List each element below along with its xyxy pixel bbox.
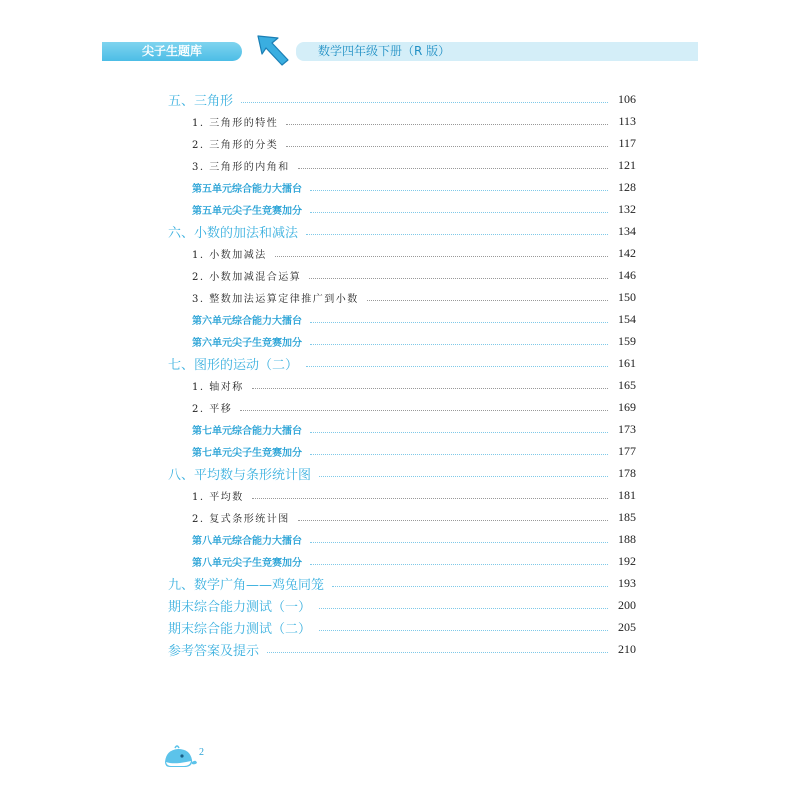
- toc-entry-section: [168, 484, 636, 506]
- toc-entry-page: 210: [618, 641, 636, 656]
- toc-entry-section: [168, 154, 636, 176]
- toc-entry-title: 六、小数的加法和减法: [168, 225, 299, 241]
- toc-entry-page: 154: [618, 311, 636, 326]
- toc-entry-section: [168, 506, 636, 528]
- toc-entry-page: 159: [618, 333, 636, 348]
- dot-leader: [275, 256, 608, 257]
- toc-entry-chapter: [168, 88, 636, 110]
- toc-entry-title: 第六单元尖子生竞赛加分: [192, 337, 302, 349]
- toc-entry-bonus: [168, 198, 636, 220]
- dot-leader: [298, 520, 608, 521]
- dot-leader: [309, 278, 608, 279]
- dot-leader: [310, 454, 608, 455]
- toc-entry-chapter: [168, 616, 636, 638]
- toc-entry-section: [168, 374, 636, 396]
- toc-entry-title: 2. 平移: [192, 403, 233, 415]
- toc-entry-title: 2. 小数加减混合运算: [192, 271, 302, 283]
- dot-leader: [310, 432, 608, 433]
- toc-entry-page: 161: [618, 355, 636, 370]
- toc-entry-title: 七、图形的运动（二）: [168, 357, 299, 373]
- toc-entry-bonus: [168, 418, 636, 440]
- toc-entry-section: [168, 264, 636, 286]
- dot-leader: [310, 212, 608, 213]
- whale-icon: [162, 744, 198, 770]
- toc-entry-section: [168, 132, 636, 154]
- toc-entry-page: 188: [618, 531, 636, 546]
- toc-entry-title: 期末综合能力测试（二）: [168, 621, 312, 637]
- toc-entry-title: 第五单元综合能力大擂台: [192, 183, 302, 195]
- toc-entry-title: 五、三角形: [168, 93, 234, 109]
- toc-entry-title: 1. 平均数: [192, 491, 244, 503]
- series-tab: 尖子生题库: [102, 42, 242, 61]
- dot-leader: [252, 498, 608, 499]
- toc-entry-page: 173: [618, 421, 636, 436]
- toc-entry-page: 113: [618, 113, 636, 128]
- dot-leader: [332, 586, 608, 587]
- toc-entry-page: 106: [618, 91, 636, 106]
- toc-entry-page: 200: [618, 597, 636, 612]
- toc-entry-page: 146: [618, 267, 636, 282]
- toc-entry-chapter: [168, 462, 636, 484]
- toc-entry-title: 3. 整数加法运算定律推广到小数: [192, 293, 359, 305]
- toc-entry-section: [168, 396, 636, 418]
- toc-entry-page: 134: [618, 223, 636, 238]
- toc-entry-bonus: [168, 308, 636, 330]
- toc-entry-page: 132: [618, 201, 636, 216]
- dot-leader: [240, 410, 608, 411]
- toc-entry-page: 185: [618, 509, 636, 524]
- toc-entry-title: 1. 轴对称: [192, 381, 244, 393]
- toc-entry-title: 第七单元综合能力大擂台: [192, 425, 302, 437]
- toc-entry-page: 192: [618, 553, 636, 568]
- toc-entry-title: 第八单元综合能力大擂台: [192, 535, 302, 547]
- dot-leader: [241, 102, 608, 103]
- toc-entry-bonus: [168, 176, 636, 198]
- toc-entry-bonus: [168, 330, 636, 352]
- dot-leader: [306, 366, 608, 367]
- toc-entry-page: 117: [618, 135, 636, 150]
- toc-entry-page: 150: [618, 289, 636, 304]
- page-header: [102, 38, 698, 64]
- toc-entry-section: [168, 110, 636, 132]
- table-of-contents: [168, 88, 636, 660]
- toc-entry-page: 181: [618, 487, 636, 502]
- dot-leader: [306, 234, 608, 235]
- toc-entry-section: [168, 286, 636, 308]
- dot-leader: [310, 542, 608, 543]
- toc-entry-title: 九、数学广角——鸡兔同笼: [168, 577, 325, 593]
- toc-entry-title: 参考答案及提示: [168, 643, 260, 659]
- toc-entry-bonus: [168, 440, 636, 462]
- toc-entry-chapter: [168, 638, 636, 660]
- toc-entry-page: 177: [618, 443, 636, 458]
- up-arrow-icon: [256, 34, 290, 66]
- toc-entry-title: 3. 三角形的内角和: [192, 161, 290, 173]
- dot-leader: [252, 388, 608, 389]
- dot-leader: [319, 476, 608, 477]
- dot-leader: [310, 190, 608, 191]
- dot-leader: [267, 652, 608, 653]
- dot-leader: [310, 344, 608, 345]
- dot-leader: [298, 168, 608, 169]
- toc-entry-chapter: [168, 352, 636, 374]
- toc-entry-page: 169: [618, 399, 636, 414]
- dot-leader: [367, 300, 608, 301]
- toc-entry-page: 128: [618, 179, 636, 194]
- dot-leader: [319, 608, 608, 609]
- toc-entry-bonus: [168, 528, 636, 550]
- toc-entry-chapter: [168, 594, 636, 616]
- toc-entry-bonus: [168, 550, 636, 572]
- dot-leader: [310, 564, 608, 565]
- toc-entry-title: 1. 三角形的特性: [192, 117, 279, 129]
- toc-entry-title: 第六单元综合能力大擂台: [192, 315, 302, 327]
- toc-entry-title: 八、平均数与条形统计图: [168, 467, 312, 483]
- toc-entry-chapter: [168, 572, 636, 594]
- toc-entry-title: 第五单元尖子生竞赛加分: [192, 205, 302, 217]
- dot-leader: [286, 124, 608, 125]
- toc-entry-title: 第八单元尖子生竞赛加分: [192, 557, 302, 569]
- dot-leader: [310, 322, 608, 323]
- toc-entry-title: 2. 复式条形统计图: [192, 513, 290, 525]
- toc-entry-page: 205: [618, 619, 636, 634]
- toc-entry-page: 193: [618, 575, 636, 590]
- toc-entry-title: 2. 三角形的分类: [192, 139, 279, 151]
- toc-entry-chapter: [168, 220, 636, 242]
- toc-entry-page: 142: [618, 245, 636, 260]
- page-number: 2: [199, 747, 204, 758]
- toc-entry-page: 121: [618, 157, 636, 172]
- toc-entry-section: [168, 242, 636, 264]
- page-footer: [162, 744, 222, 770]
- toc-entry-title: 1. 小数加减法: [192, 249, 267, 261]
- dot-leader: [286, 146, 608, 147]
- toc-entry-page: 178: [618, 465, 636, 480]
- toc-entry-page: 165: [618, 377, 636, 392]
- book-title-band: [296, 42, 698, 61]
- dot-leader: [319, 630, 608, 631]
- toc-entry-title: 期末综合能力测试（一）: [168, 599, 312, 615]
- book-title: 数学四年级下册（R 版）: [318, 44, 451, 58]
- toc-entry-title: 第七单元尖子生竞赛加分: [192, 447, 302, 459]
